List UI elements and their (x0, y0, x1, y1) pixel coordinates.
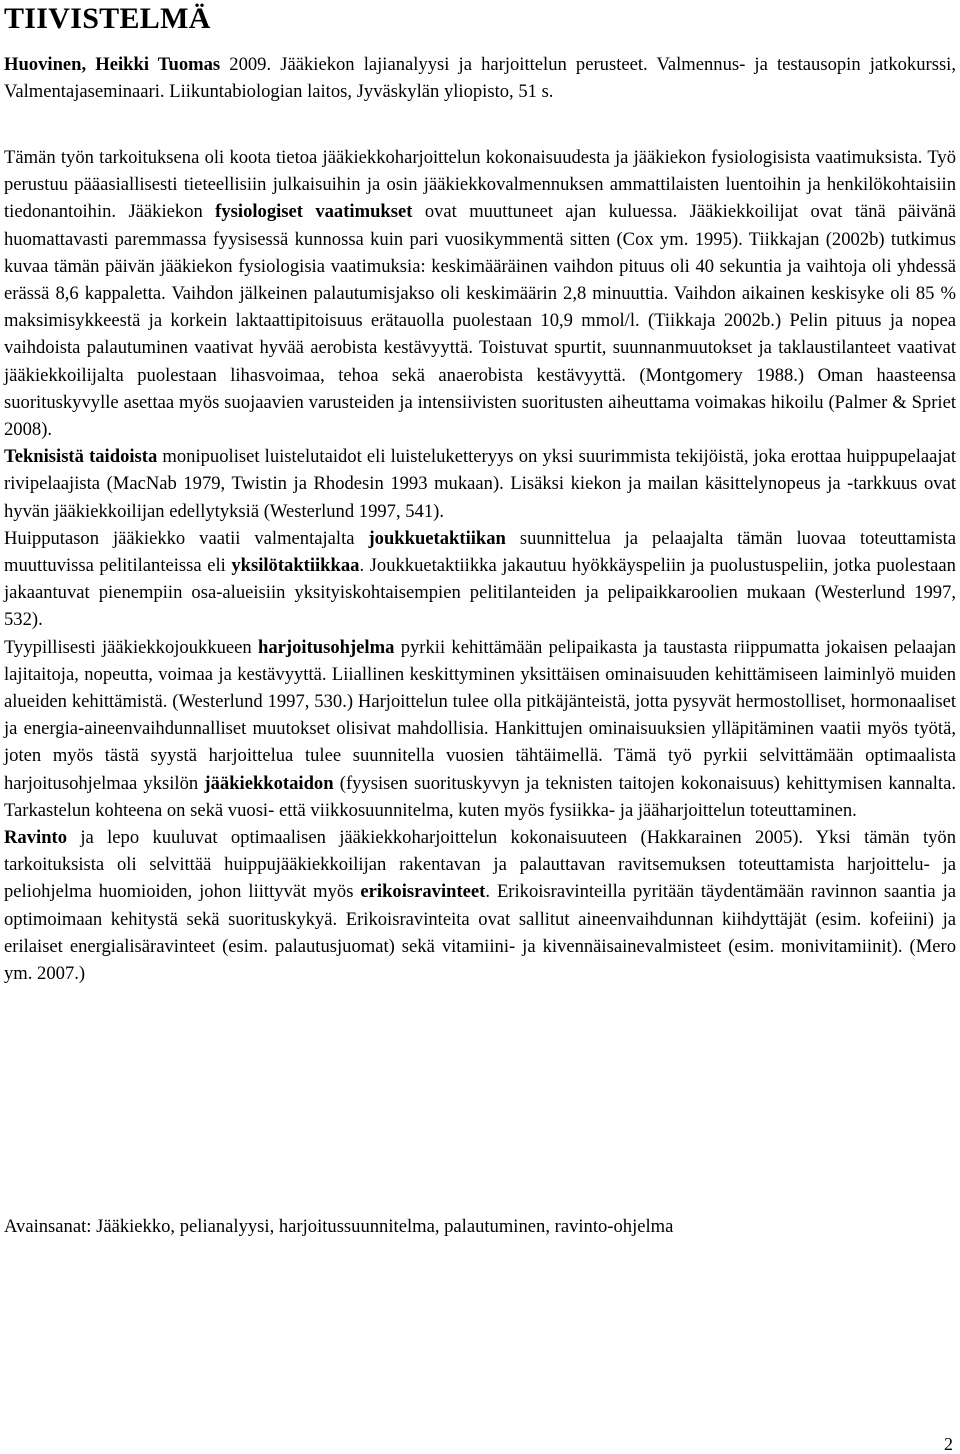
text-run: monipuoliset luistelutaidot eli luisteluketteryys on yksi suurimmista tekijöistä, joka erottaa huippupelaajat rivipelaajista (MacNab 1979, Twistin ja Rhodesin 1993 mukaan). Lisäksi kiekon ja mailan käsittelynopeus ja -tarkkuus ovat hyvän jääkiekkoilijan edellytyksiä (Westerlund 1997, 541). (4, 446, 956, 522)
text-run: pyrkii kehittämään pelipaikasta ja taustasta riippumatta jokaisen pelaajan lajitaitoja, nopeutta, voimaa ja kestävyyttä. Liiallinen keskittyminen yksittäisen ominaisuuden kehittämiseen laiminlyö muiden alueiden kehittämistä. (Westerlund 1997, 530.) Harjoittelun tulee olla pitkäjänteistä, jotta pysyvät hermostolliset, hormonaaliset ja energia-aineenvaihdunnalliset muutokset olisivat mahdollisia. Hankittujen ominaisuuksien ylläpitäminen vaatii myös työtä, joten myös tästä syystä harjoittelua tulee suunnitella vuosien tähtäimellä. Tämä työ pyrkii selvittämään optimaalista harjoitusohjelmaa yksilön (4, 636, 957, 794)
bold-term: yksilötaktiikkaa (231, 555, 360, 577)
text-run: suunnittelua ja pelaajalta tämän luovaa toteuttamista muuttuvissa pelitilanteissa eli (4, 527, 957, 577)
bold-term: jääkiekkotaidon (204, 772, 334, 794)
page-number: 2 (944, 1434, 953, 1454)
text-run: Huipputason jääkiekko vaatii valmentajalta (4, 527, 369, 549)
bibliographic-header (4, 51, 956, 105)
paragraph-nutrition (4, 824, 956, 987)
paragraph-physiology (4, 144, 956, 443)
text-run: ovat muuttuneet ajan kuluessa. Jääkiekkoilijat ovat tänä päivänä huomattavasti paremmassa fyysisessä kunnossa kuin pari vuosikymmentä sitten (Cox ym. 1995). Tiikkajan (2002b) tutkimus kuvaa tämän päivän jääkiekon fysiologisia vaatimuksia: keskimääräinen vaihdon pituus oli 40 sekuntia ja vaihtoja oli yhdessä erässä 8,6 kappaletta. Vaihdon jälkeinen palautumisjakso oli keskimäärin 2,8 minuuttia. Vaihdon aikainen keskisyke oli 85 % maksimisykkeestä ja korkein laktaattipitoisuus erätauolla puolestaan 10,9 mmol/l. (Tiikkaja 2002b.) Pelin pituus ja nopea vaihdoista palautuminen vaativat hyvää aerobista kestävyyttä. Toistuvat spurtit, suunnanmuutokset ja taklaustilanteet vaativat jääkiekkoilijalta puolestaan lihasvoimaa, tehoa sekä anaerobista kestävyyttä. (Montgomery 1988.) Oman haasteensa suorituskyvylle asettaa myös suojaavien varusteiden ja intensiivisten suoritusten aiheuttama voimakas hikoilu (Palmer & Spriet 2008). (4, 201, 957, 441)
text-run: . Erikoisravinteilla pyritään täydentämään ravinnon saantia ja optimoimaan kehitystä sekä suorituskykyä. Erikoisravinteita ovat sallitut aineenvaihdunnan kiihdyttäjät (esim. kofeiini) ja erilaiset energialisäravinteet (esim. palautusjuomat) sekä vitamiini- ja kivennäisainevalmisteet (esim. monivitamiinit). (Mero ym. 2007.) (4, 881, 956, 985)
citation-text: 2009. Jääkiekon lajianalyysi ja harjoittelun perusteet. Valmennus- ja testausopin jatkokurssi, Valmentajaseminaari. Liikuntabiologian laitos, Jyväskylän yliopisto, 51 s. (4, 54, 956, 103)
bold-term: erikoisravinteet (360, 881, 486, 903)
bold-term: joukkuetaktiikan (368, 527, 506, 549)
bold-term: Ravinto (4, 827, 68, 849)
page-title: TIIVISTELMÄ (4, 2, 211, 35)
text-run: (fyysisen suorituskyvyn ja teknisten taitojen kokonaisuus) kehittymisen kannalta. Tarkastelun kohteena on sekä vuosi- että viikkosuunnitelma, kuten myös fysiikka- ja jääharjoittelun toteuttaminen. (4, 772, 956, 821)
paragraph-training (4, 634, 956, 824)
text-run: ja lepo kuuluvat optimaalisen jääkiekkoharjoittelun kokonaisuuteen (Hakkarainen 2005). Yksi tämän työn tarkoituksista oli selvittää huippujääkiekkoilijan rakentavan ja palauttavan ravitsemuksen toteuttamista harjoittelu- ja peliohjelma huomioiden, johon liittyvät myös (4, 827, 956, 903)
keywords-line: Avainsanat: Jääkiekko, pelianalyysi, harjoitussuunnitelma, palautuminen, ravinto-ohjelma (4, 1216, 674, 1237)
paragraph-tactics (4, 525, 956, 634)
paragraph-technique (4, 443, 956, 525)
text-run: Tyypillisesti jääkiekkojoukkueen (4, 636, 259, 658)
bold-term: fysiologiset vaatimukset (215, 201, 413, 223)
text-run: . Joukkuetaktiikka jakautuu hyökkäyspeliin ja puolustuspeliin, jotka puolestaan jakaantuvat pienempiin osa-alueisiin yksityiskohtaisempien pelitilanteiden ja pelipaikkaroolien mukaan (Westerlund 1997, 532). (4, 555, 956, 631)
bold-term: Teknisistä taidoista (4, 446, 158, 468)
text-run: Tämän työn tarkoituksena oli koota tietoa jääkiekkoharjoittelun kokonaisuudesta ja jääkiekon fysiologisista vaatimuksista. Työ perustuu pääasiallisesti tieteellisiin julkaisuihin ja osin jääkiekkovalmennuksen ammattilaisten luentoihin ja henkilökohtaisiin tiedonantoihin. Jääkiekon (4, 147, 956, 223)
bold-term: harjoitusohjelma (258, 636, 395, 658)
author-name: Huovinen, Heikki Tuomas (4, 54, 221, 75)
abstract-body (4, 144, 956, 987)
